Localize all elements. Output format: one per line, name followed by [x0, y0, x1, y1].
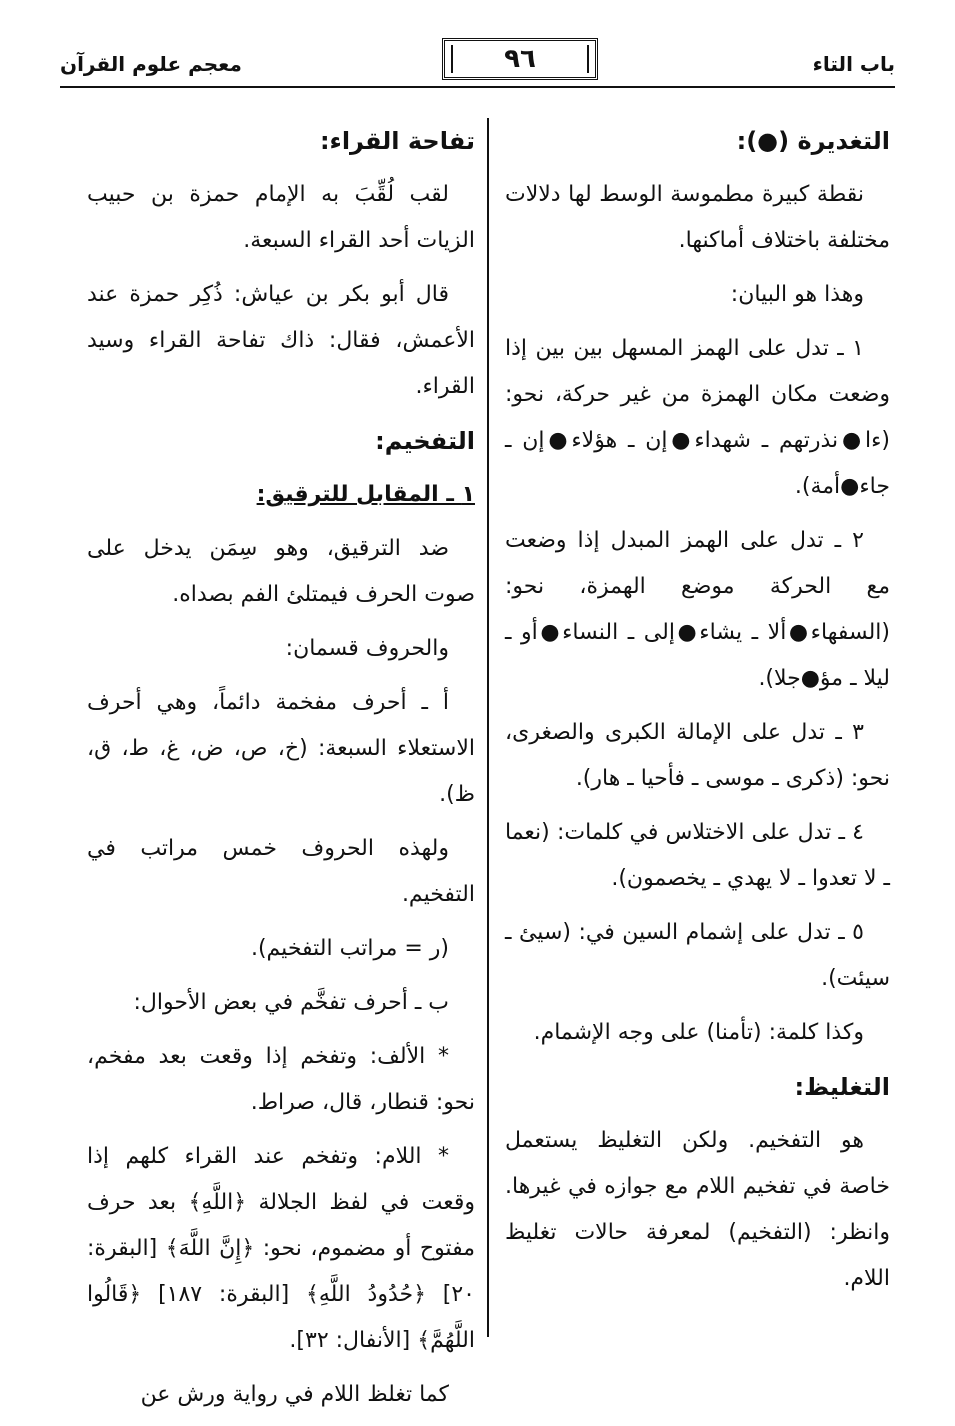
entry-title-taghdira: التغديرة (●):	[736, 127, 890, 155]
paragraph: * الألف: وتفخم إذا وقعت بعد مفخم، نحو: قنطار، قال، صراط.	[87, 1044, 475, 1115]
paragraph: نقطة كبيرة مطموسة الوسط لها دلالات مختلفة باختلاف أماكنها.	[505, 182, 890, 253]
paragraph: قال أبو بكر بن عياش: ذُكِر حمزة عند الأعمش، فقال: ذاك تفاحة القراء وسيد القراء.	[87, 282, 475, 399]
entry-title-taghliz: التغليظ:	[794, 1073, 890, 1101]
paragraph: ب ـ أحرف تفخَّم في بعض الأحوال:	[133, 990, 449, 1015]
paragraph: * اللام: وتفخم عند القراء كلهم إذا وقعت في لفظ الجلالة ﴿اللَّهِ﴾ بعد حرف مفتوح أو مضموم، نحو: ﴿إِنَّ اللَّهَ﴾ [البقرة: ٢٠] ﴿حُدُودُ اللَّهِ﴾ [البقرة: ١٨٧] ﴿قَالُوا اللَّهُمَّ﴾ [الأنفال: ٣٢].	[87, 1144, 475, 1353]
paragraph: ضد الترقيق، وهو سِمَن يدخل على صوت الحرف فيمتلئ الفم بصداه.	[87, 536, 475, 607]
paragraph: ٥ ـ تدل على إشمام السين في: (سيئ ـ سيئت).	[505, 920, 890, 991]
paragraph: (ر = مراتب التفخيم).	[250, 936, 449, 961]
paragraph: وهذا هو البيان:	[730, 282, 864, 307]
paragraph: لقب لُقِّبَ به الإمام حمزة بن حبيب الزيات أحد القراء السبعة.	[87, 182, 475, 253]
page-number-box	[442, 38, 598, 80]
paragraph: ٣ ـ تدل على الإمالة الكبرى والصغرى، نحو: (ذكرى ـ موسى ـ فأحيا ـ هار).	[505, 720, 890, 791]
chapter-heading: باب التاء	[812, 52, 895, 76]
column-divider	[487, 118, 489, 1337]
paragraph: ولهذه الحروف خمس مراتب في التفخيم.	[87, 836, 475, 907]
paragraph: أ ـ أحرف مفخمة دائماً، وهي أحرف الاستعلاء السبعة: (خ، ص، ض، غ، ط، ق، ظ).	[87, 690, 475, 807]
subheading: ١ ـ المقابل للترقيق:	[256, 482, 475, 507]
book-title: معجم علوم القرآن	[60, 52, 242, 76]
entry-title-tuffaha: تفاحة القراء:	[319, 127, 475, 155]
left-column	[87, 118, 475, 1426]
right-column	[505, 118, 890, 1310]
paragraph: والحروف قسمان:	[285, 636, 449, 661]
paragraph: هو التفخيم. ولكن التغليظ يستعمل خاصة في تفخيم اللام مع جوازه في غيرها. وانظر: (التفخيم) لمعرفة حالات تغليظ اللام.	[505, 1128, 890, 1291]
paragraph: ٢ ـ تدل على الهمز المبدل إذا وضعت مع الحركة موضع الهمزة، نحو: (السفهاء●ألا ـ يشاء●إلى ـ النساء●أو ـ ليلا ـ مؤ●جلا).	[505, 528, 890, 691]
paragraph: ٤ ـ تدل على الاختلاس في كلمات: (نعما ـ لا تعدوا ـ لا يهدي ـ يخصمون).	[505, 820, 890, 891]
entry-title-tafkhim: التفخيم:	[375, 427, 475, 455]
page-number: ٩٦	[504, 44, 536, 74]
page-header	[60, 38, 895, 82]
paragraph: كما تغلظ اللام في رواية ورش عن	[140, 1382, 449, 1407]
header-rule	[60, 86, 895, 88]
paragraph: وكذا كلمة: (تأمنا) على وجه الإشمام.	[533, 1020, 864, 1045]
paragraph: ١ ـ تدل على الهمز المسهل بين بين إذا وضعت مكان الهمزة من غير حركة، نحو: (ءا●نذرتهم ـ شهداء●إن ـ هؤلاء●إن ـ جاء●أمة).	[505, 336, 890, 499]
